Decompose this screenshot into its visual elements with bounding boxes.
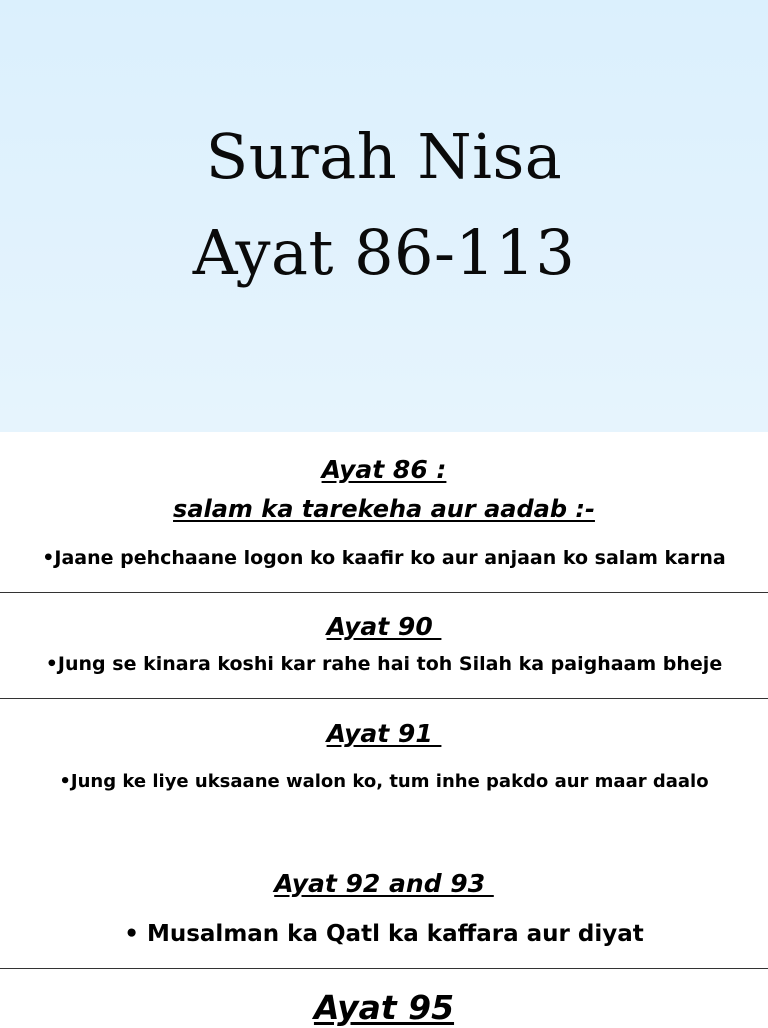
section-heading-ayat-90: Ayat 90 xyxy=(326,612,442,641)
section-bullet-ayat-86: •Jaane pehchaane logon ko kaafir ko aur anjaan ko salam karna xyxy=(42,547,726,569)
section-heading-ayat-91: Ayat 91 xyxy=(326,719,442,748)
section-heading-ayat-95: Ayat 95 xyxy=(313,988,455,1027)
section-bullet-ayat-91: •Jung ke liye uksaane walon ko, tum inhe pakdo aur maar daalo xyxy=(59,771,709,792)
page-subtitle: Ayat 86-113 xyxy=(192,216,576,289)
section-subheading-salam: salam ka tarekeha aur aadab :- xyxy=(173,495,595,523)
page-title: Surah Nisa xyxy=(205,120,563,193)
title-banner xyxy=(0,0,768,432)
section-divider xyxy=(0,968,768,969)
section-heading-ayat-92-93: Ayat 92 and 93 xyxy=(274,869,494,898)
section-bullet-ayat-92-93: • Musalman ka Qatl ka kaffara aur diyat xyxy=(124,921,644,947)
section-divider xyxy=(0,592,768,593)
section-divider xyxy=(0,698,768,699)
section-bullet-ayat-90: •Jung se kinara koshi kar rahe hai toh Silah ka paighaam bheje xyxy=(45,653,723,675)
section-heading-ayat-86: Ayat 86 : xyxy=(321,455,447,484)
